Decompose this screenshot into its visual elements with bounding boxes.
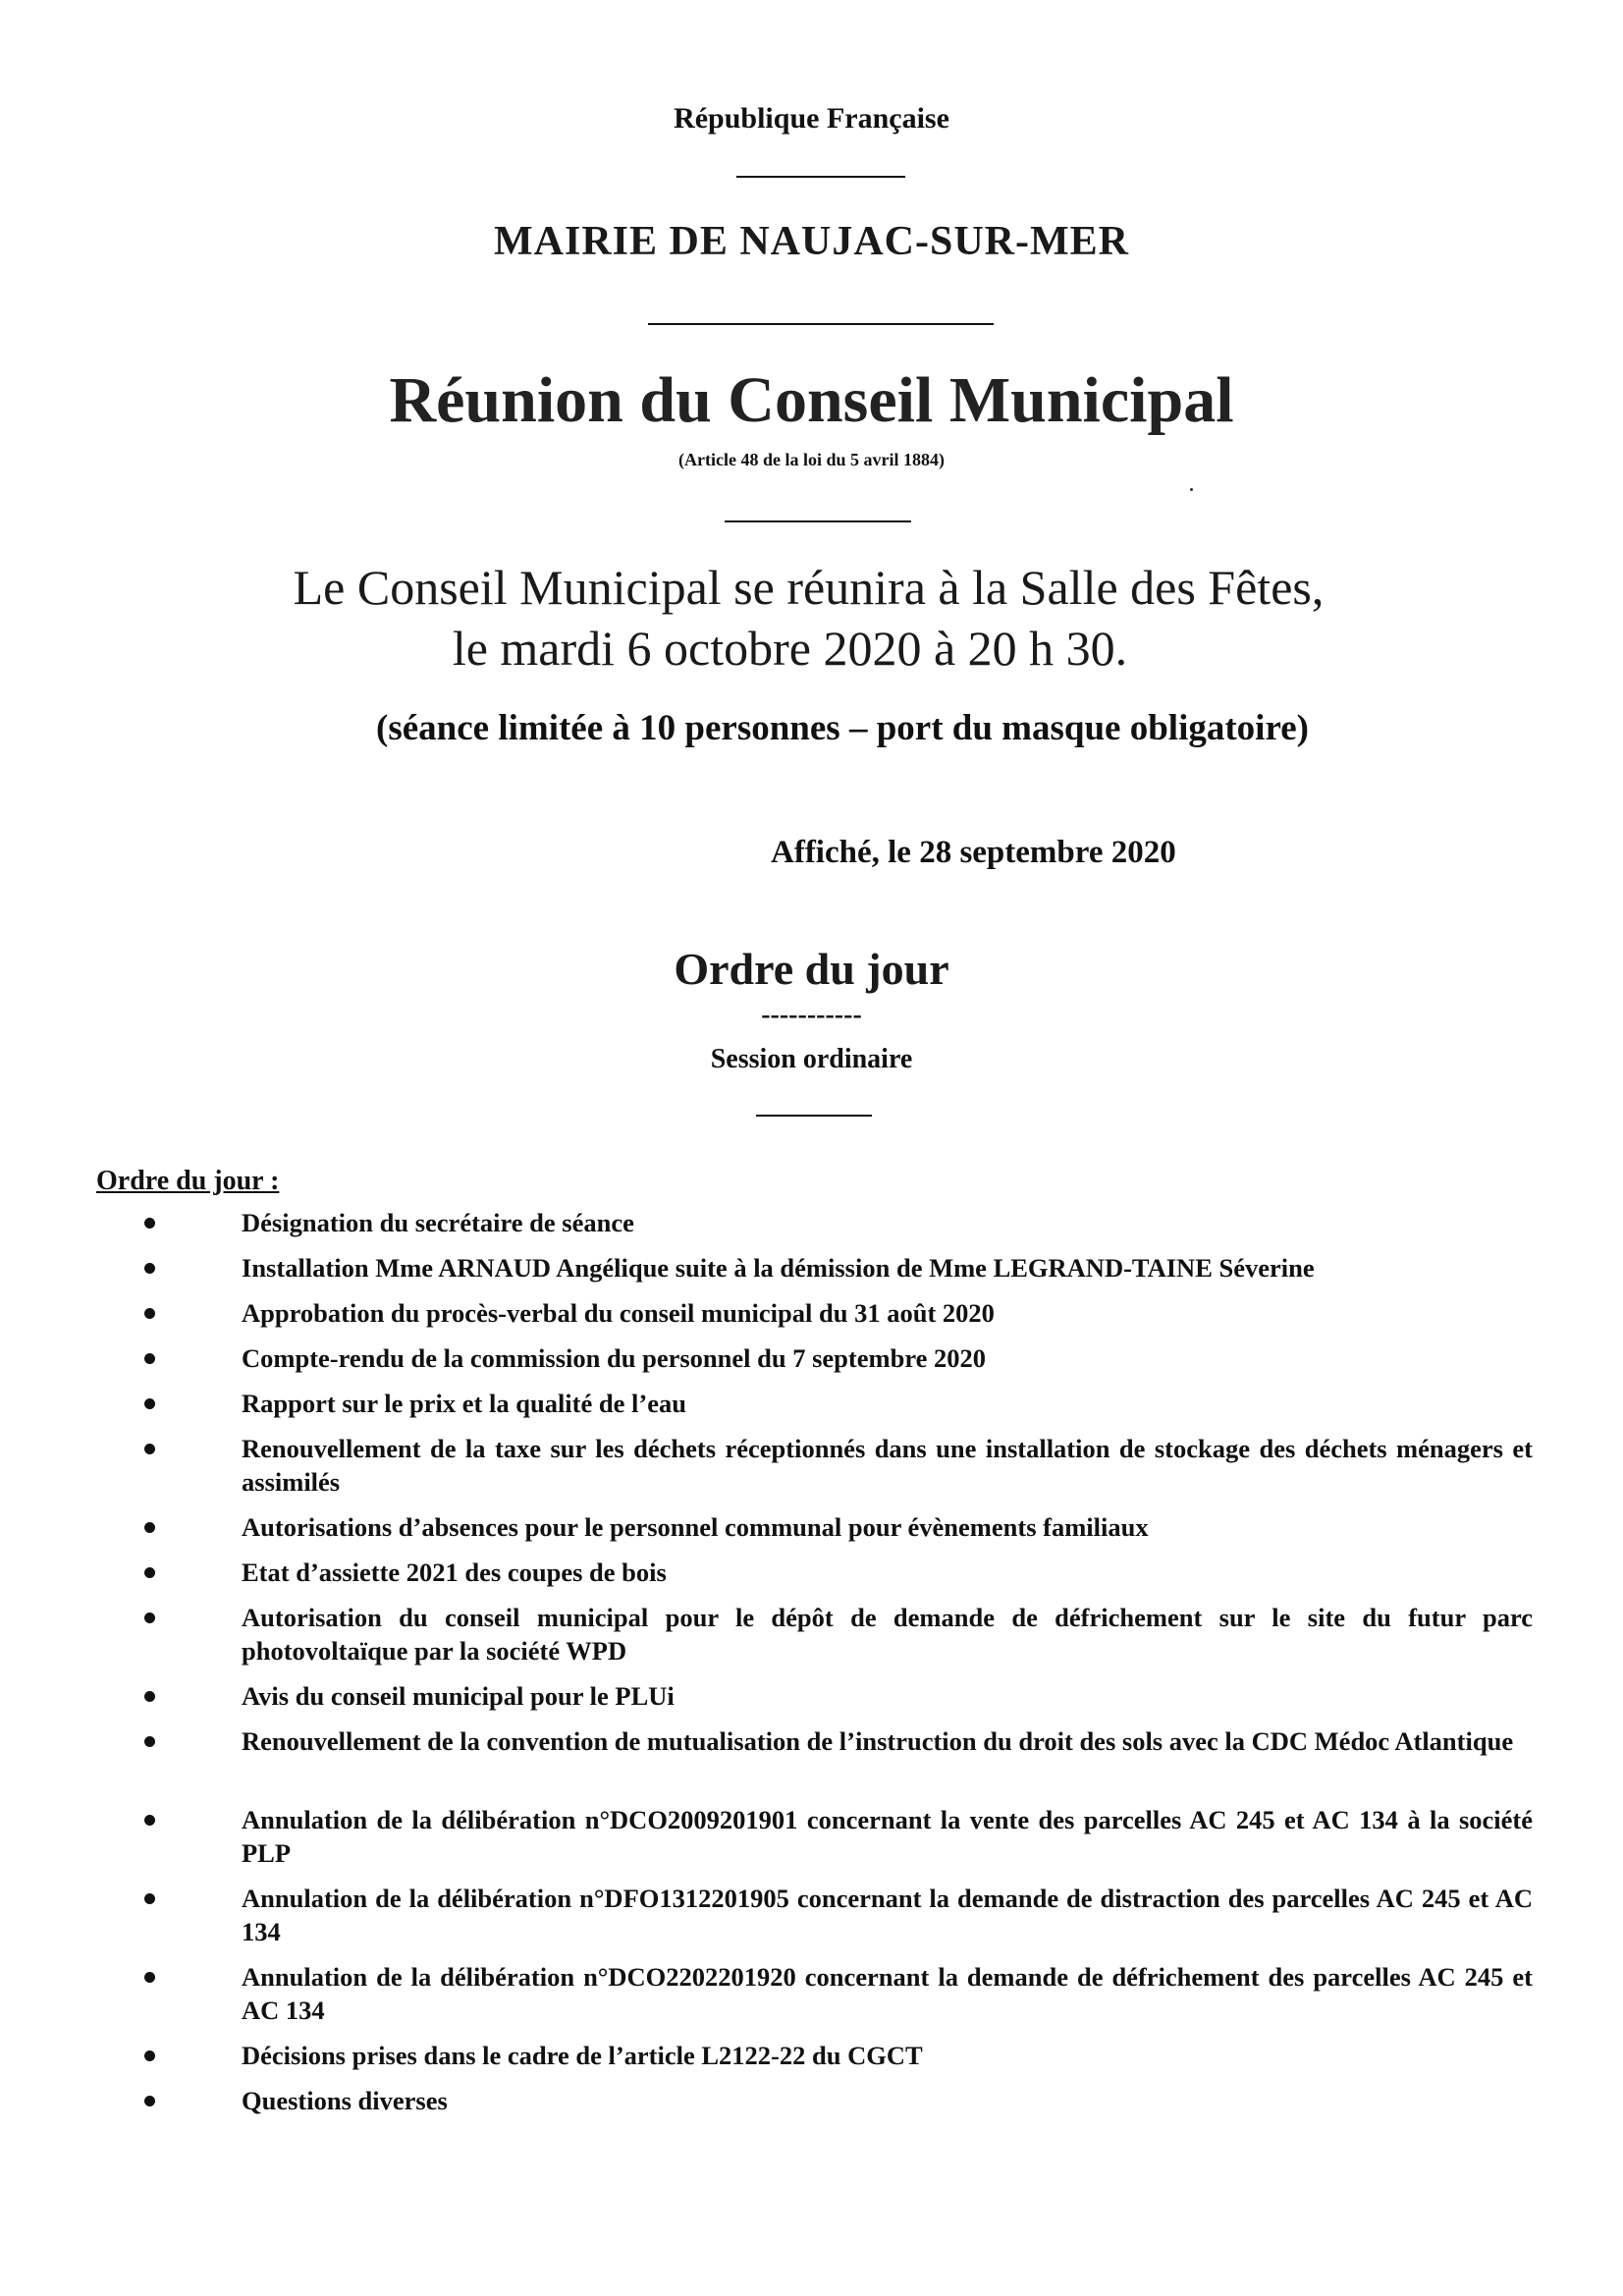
agenda-item: Approbation du procès-verbal du conseil municipal du 31 août 2020	[192, 1296, 1533, 1330]
bullet-icon	[144, 1893, 155, 1904]
convocation-line-2: le mardi 6 octobre 2020 à 20 h 30.	[452, 621, 1128, 676]
agenda-item: Avis du conseil municipal pour le PLUi	[192, 1679, 1533, 1713]
agenda-item: Renouvellement de la taxe sur les déchets réceptionnés dans une installation de stockage des déchets ménagers et assimilés	[192, 1432, 1533, 1499]
mairie-heading: MAIRIE DE NAUJAC-SUR-MER	[494, 219, 1129, 264]
seance-restriction: (séance limitée à 10 personnes – port du masque obligatoire)	[376, 708, 1309, 748]
bullet-icon	[144, 1308, 155, 1319]
agenda-item: Autorisation du conseil municipal pour le dépôt de demande de défrichement sur le site du futur parc photovoltaïque par la société WPD	[192, 1601, 1533, 1667]
agenda-item: Autorisations d’absences pour le personnel communal pour évènements familiaux	[192, 1510, 1533, 1544]
bullet-icon	[144, 1218, 155, 1229]
convocation-line-1: Le Conseil Municipal se réunira à la Salle des Fêtes,	[293, 560, 1325, 615]
bullet-icon	[144, 1815, 155, 1826]
bullet-icon	[144, 2050, 155, 2061]
article-reference: (Article 48 de la loi du 5 avril 1884)	[678, 450, 945, 469]
agenda-item: Etat d’assiette 2021 des coupes de bois	[192, 1556, 1533, 1589]
agenda-item: Annulation de la délibération n°DCO2009201901 concernant la vente des parcelles AC 245 et AC 134 à la société PLP	[192, 1803, 1533, 1870]
agenda-item: Questions diverses	[192, 2084, 1533, 2117]
bullet-icon	[144, 1353, 155, 1364]
affiche-date: Affiché, le 28 septembre 2020	[771, 835, 1176, 870]
bullet-icon	[144, 1444, 155, 1454]
bullet-icon	[144, 1567, 155, 1578]
page-title: Réunion du Conseil Municipal	[389, 364, 1234, 436]
agenda-item: Annulation de la délibération n°DFO1312201905 concernant la demande de distraction des parcelles AC 245 et AC 134	[192, 1882, 1533, 1948]
bullet-icon	[144, 1691, 155, 1702]
agenda-item: Installation Mme ARNAUD Angélique suite à la démission de Mme LEGRAND-TAINE Séverine	[192, 1251, 1533, 1285]
bullet-icon	[144, 2096, 155, 2106]
agenda-item: Compte-rendu de la commission du personnel du 7 septembre 2020	[192, 1341, 1533, 1375]
scan-speck	[1190, 488, 1193, 491]
bullet-icon	[144, 1972, 155, 1983]
agenda-item: Décisions prises dans le cadre de l’article L2122-22 du CGCT	[192, 2039, 1533, 2072]
dashes-divider: -----------	[761, 1000, 862, 1030]
bullet-icon	[144, 1736, 155, 1747]
agenda-heading: Ordre du jour :	[96, 1166, 280, 1196]
agenda-item: Renouvellement de la convention de mutualisation de l’instruction du droit des sols avec la CDC Médoc Atlantique	[192, 1724, 1533, 1758]
divider-2	[648, 323, 994, 325]
agenda-item: Annulation de la délibération n°DCO2202201920 concernant la demande de défrichement des parcelles AC 245 et AC 134	[192, 1960, 1533, 2027]
session-label: Session ordinaire	[710, 1044, 913, 1074]
agenda-item: Rapport sur le prix et la qualité de l’eau	[192, 1387, 1533, 1420]
republique-heading: République Française	[674, 102, 949, 135]
agenda-item: Désignation du secrétaire de séance	[192, 1206, 1533, 1239]
bullet-icon	[144, 1613, 155, 1623]
divider-1	[736, 176, 905, 178]
ordre-du-jour-title: Ordre du jour	[674, 944, 949, 994]
divider-3	[725, 520, 911, 522]
divider-4	[756, 1115, 872, 1117]
bullet-icon	[144, 1522, 155, 1533]
bullet-icon	[144, 1398, 155, 1409]
bullet-icon	[144, 1263, 155, 1274]
